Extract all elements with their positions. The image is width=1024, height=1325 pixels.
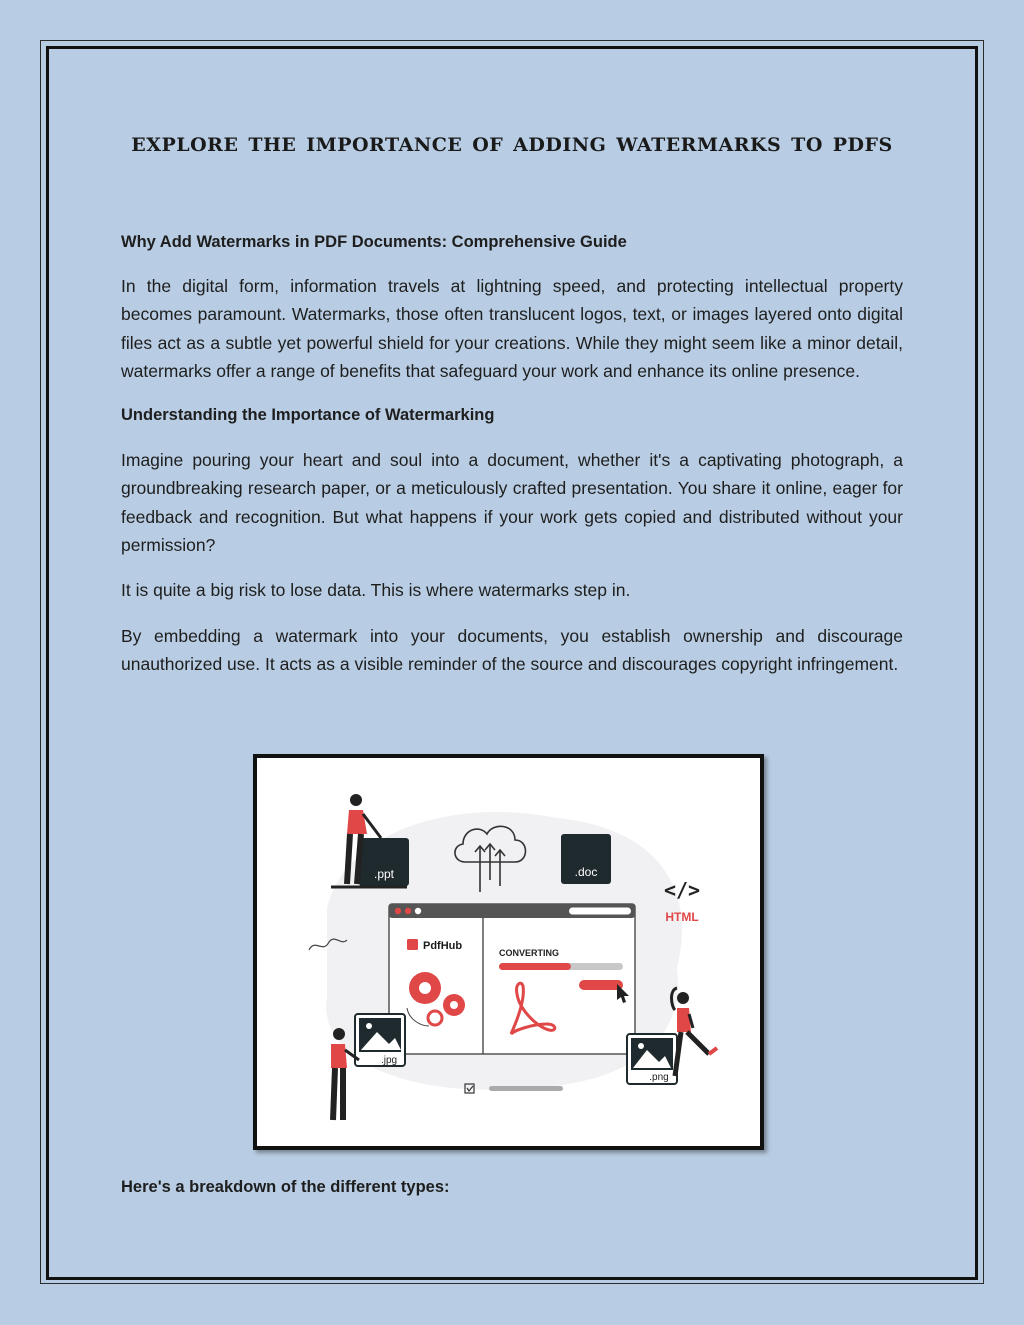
html-tag-icon: </> xyxy=(663,878,701,902)
doc-label: .doc xyxy=(574,865,598,879)
pdfhub-logo-icon xyxy=(407,939,418,950)
jpg-label: .jpg xyxy=(380,1055,398,1066)
article-body xyxy=(121,228,903,678)
types-section xyxy=(121,1173,903,1201)
bottom-bar xyxy=(489,1086,563,1091)
section-heading-understanding: Understanding the Importance of Watermarking xyxy=(121,406,495,425)
paragraph-intro: In the digital form, information travels at lightning speed, and protecting intellectual property becomes paramount. Watermarks, those often translucent logos, text, or images layered onto digital files act as a subtle yet powerful shield for your creations. While they might seem like a minor detail, watermarks offer a range of benefits that safeguard your work and enhance its online presence. xyxy=(121,276,903,381)
brand-name: PdfHub xyxy=(423,940,463,952)
paragraph-risk: It is quite a big risk to lose data. This is where watermarks step in. xyxy=(121,580,631,601)
converting-label: CONVERTING xyxy=(499,948,560,958)
ppt-label: .ppt xyxy=(373,867,395,881)
paragraph-imagine: Imagine pouring your heart and soul into a document, whether it's a captivating photograph, a groundbreaking research paper, or a meticulously crafted presentation. You share it online, eager for feedback and recognition. But what happens if your work gets copied and distributed without your permission? xyxy=(121,450,903,556)
page-title: explore the importance of adding watermarks to pdfs xyxy=(131,127,893,158)
paragraph-embedding: By embedding a watermark into your documents, you establish ownership and discourage unauthorized use. It acts as a visible reminder of the source and discourages copyright infringement. xyxy=(121,625,903,674)
convert-button xyxy=(579,980,623,990)
section-heading-why: Why Add Watermarks in PDF Documents: Comprehensive Guide xyxy=(121,233,627,251)
progress-fill xyxy=(499,963,571,970)
conversion-illustration xyxy=(253,754,764,1150)
person-walking-icon xyxy=(672,988,718,1076)
png-label: .png xyxy=(649,1072,669,1083)
section-heading-types: Here's a breakdown of the different types: xyxy=(121,1178,450,1196)
html-label: HTML xyxy=(665,910,699,924)
